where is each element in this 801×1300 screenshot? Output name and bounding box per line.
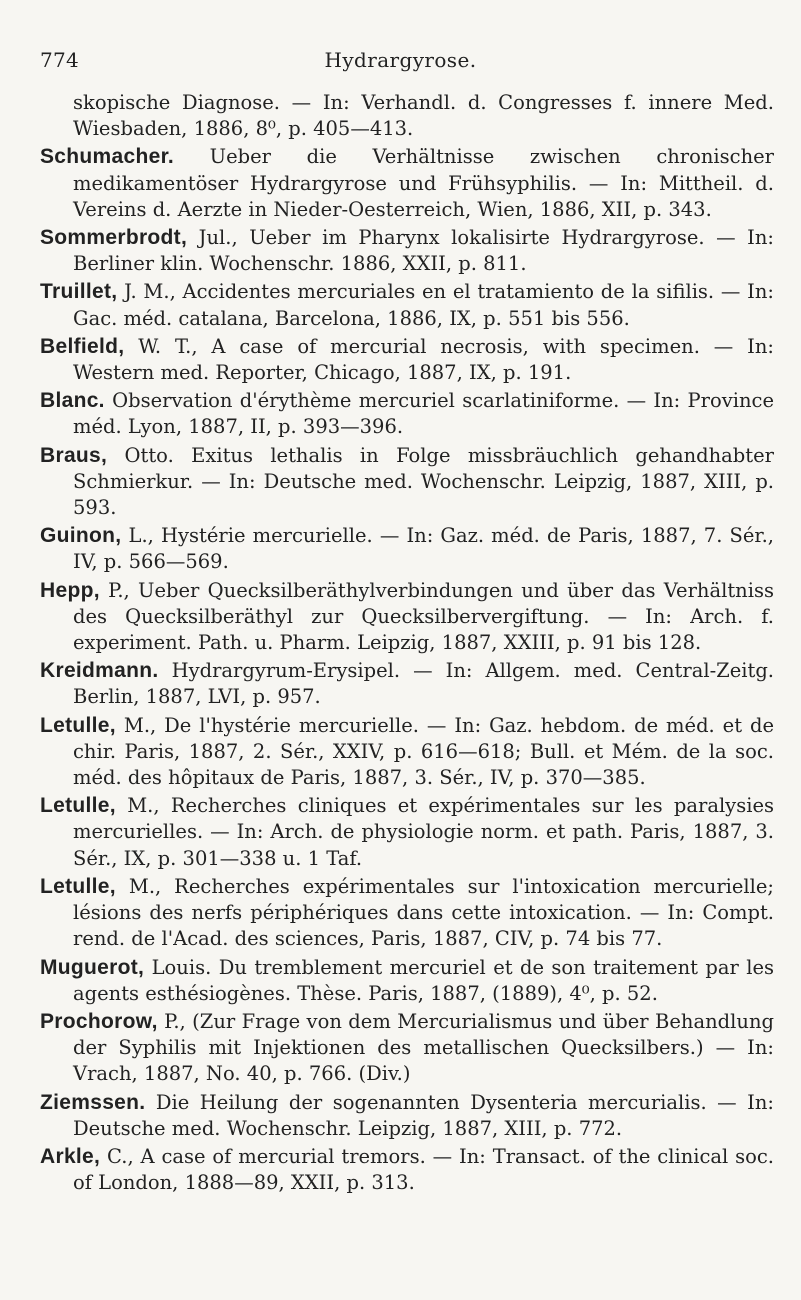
entry-citation: M., De l'hystérie mercurielle. — In: Gaz. hebdom. de méd. et de chir. Paris, 1887, 2. Sér., XXIV, p. 616—618; Bull. et Mém. de la soc. méd. des hôpitaux de Paris, 1887, 3. Sér., IV, p. 370—385. <box>73 713 775 790</box>
bibliography-entry <box>40 334 774 386</box>
bibliography-entry <box>40 279 774 331</box>
bibliography-entry <box>40 874 774 953</box>
entry-author: Guinon, <box>40 524 122 548</box>
bibliography-entry <box>40 443 774 522</box>
entry-citation: Louis. Du tremblement mercuriel et de son traitement par les agents esthésiogènes. Thèse. Paris, 1887, (1889), 4⁰, p. 52. <box>73 955 775 1005</box>
entry-author: Prochorow, <box>40 1009 158 1033</box>
bibliography-list <box>40 90 774 1198</box>
entry-author: Letulle, <box>40 713 116 737</box>
entry-citation: J. M., Accidentes mercuriales en el tratamiento de la sifilis. — In: Gac. méd. catalana, Barcelona, 1886, IX, p. 551 bis 556. <box>73 280 774 330</box>
bibliography-entry <box>40 793 774 872</box>
entry-author: Truillet, <box>40 280 118 304</box>
entry-author: Kreidmann. <box>40 659 159 683</box>
entry-citation: Ueber die Verhältnisse zwischen chronischer medikamentöser Hydrargyrose und Frühsyphilis. — In: Mittheil. d. Vereins d. Aerzte in Nieder-Oesterreich, Wien, 1886, XII, p. 343. <box>73 145 775 221</box>
entry-author: Letulle, <box>40 794 116 818</box>
entry-citation: Observation d'érythème mercuriel scarlatiniforme. — In: Province méd. Lyon, 1887, II, p. 393—396. <box>73 389 774 439</box>
entry-author: Schumacher. <box>40 145 175 169</box>
entry-author: Sommerbrodt, <box>40 226 188 250</box>
running-title: Hydrargyrose. <box>324 48 477 72</box>
entry-citation: Otto. Exitus lethalis in Folge missbräuchlich gehandhabter Schmierkur. — In: Deutsche med. Wochenschr. Leipzig, 1887, XIII, p. 593. <box>73 443 774 520</box>
entry-author: Hepp, <box>40 578 100 602</box>
entry-citation: M., Recherches cliniques et expérimentales sur les paralysies mercurielles. — In: Arch. de physiologie norm. et path. Paris, 1887, 3. Sér., IX, p. 301—338 u. 1 Taf. <box>73 794 774 870</box>
bibliography-entry <box>40 1090 774 1142</box>
page-number: 774 <box>40 48 80 72</box>
bibliography-entry <box>40 1144 774 1196</box>
entry-author: Ziemssen. <box>40 1090 146 1114</box>
entry-author: Braus, <box>40 443 108 467</box>
entry-citation: Jul., Ueber im Pharynx lokalisirte Hydrargyrose. — In: Berliner klin. Wochenschr. 1886, XXII, p. 811. <box>73 226 774 276</box>
bibliography-entry <box>40 713 774 792</box>
entry-citation: Die Heilung der sogenannten Dysenteria mercurialis. — In: Deutsche med. Wochenschr. Leipzig, 1887, XIII, p. 772. <box>73 1090 774 1140</box>
entry-citation: P., (Zur Frage von dem Mercurialismus und über Behandlung der Syphilis mit Injektionen des metallischen Quecksilbers.) — In: Vrach, 1887, No. 40, p. 766. (Div.) <box>73 1009 774 1086</box>
bibliography-entry <box>40 388 774 440</box>
entry-citation: L., Hystérie mercurielle. — In: Gaz. méd. de Paris, 1887, 7. Sér., IV, p. 566—569. <box>73 524 774 574</box>
entry-citation: W. T., A case of mercurial necrosis, with specimen. — In: Western med. Reporter, Chicago, 1887, IX, p. 191. <box>73 334 775 385</box>
bibliography-entry <box>40 658 774 710</box>
bibliography-entry <box>40 144 774 223</box>
entry-author: Belfield, <box>40 334 125 358</box>
bibliography-entry <box>40 1009 774 1088</box>
bibliography-continuation: skopische Diagnose. — In: Verhandl. d. Congresses f. innere Med. Wiesbaden, 1886, 8⁰, p. 405—413. <box>73 91 774 141</box>
bibliography-entry <box>40 523 774 575</box>
bibliography-entry <box>40 955 774 1007</box>
entry-author: Blanc. <box>40 389 105 413</box>
bibliography-entry <box>40 225 774 277</box>
entry-author: Letulle, <box>40 874 116 898</box>
entry-author: Muguerot, <box>40 955 145 979</box>
entry-author: Arkle, <box>40 1144 101 1168</box>
entry-citation: P., Ueber Quecksilberäthylverbindungen und über das Verhältniss des Quecksilberäthyl zur Quecksilbervergiftung. — In: Arch. f. experiment. Path. u. Pharm. Leipzig, 1887, XXIII, p. 91 bis 128. <box>73 578 774 655</box>
page-header <box>0 48 801 78</box>
entry-citation: C., A case of mercurial tremors. — In: Transact. of the clinical soc. of London, 1888—89, XXII, p. 313. <box>73 1144 775 1195</box>
entry-citation: Hydrargyrum-Erysipel. — In: Allgem. med. Central-Zeitg. Berlin, 1887, LVI, p. 957. <box>73 659 774 709</box>
bibliography-entry <box>40 578 774 657</box>
bibliography-entries <box>40 144 774 1196</box>
entry-citation: M., Recherches expérimentales sur l'intoxication mercurielle; lésions des nerfs périphériques dans cette intoxication. — In: Compt. rend. de l'Acad. des sciences, Paris, 1887, CIV, p. 74 bis 77. <box>73 874 774 951</box>
